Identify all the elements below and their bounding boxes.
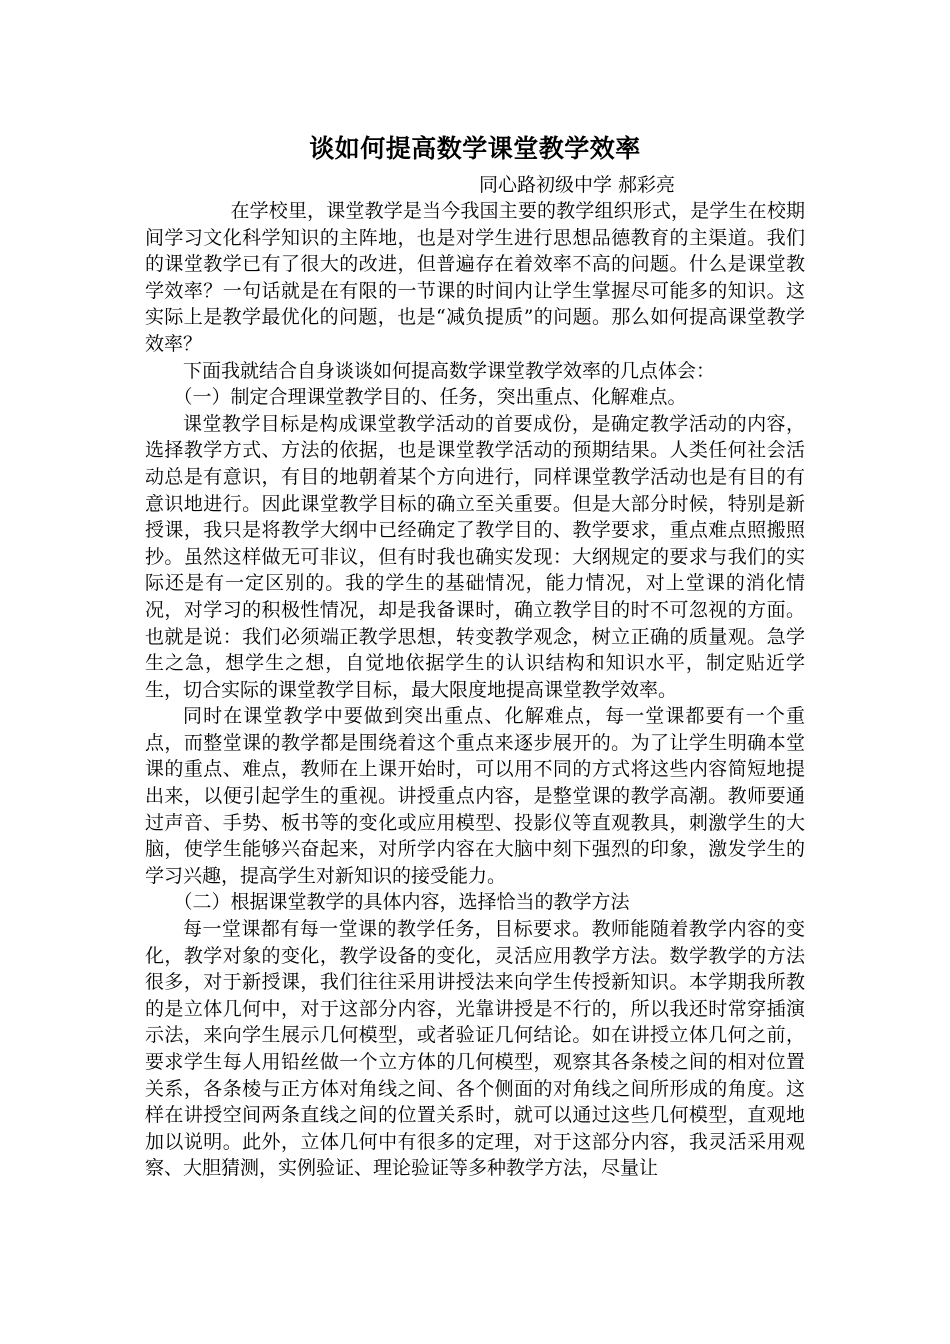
paragraph-lead-in: 下面我就结合自身谈谈如何提高数学课堂教学效率的几点体会： <box>183 359 716 382</box>
section-heading-2: （二）根据课堂教学的具体内容，选择恰当的教学方法 <box>173 891 630 914</box>
paragraph-objectives: 课堂教学目标是构成课堂教学活动的首要成份，是确定教学活动的内容，选择教学方式、方法的依据，也是课堂教学活动的预期结果。人类任何社会活动总是有意识，有目的地朝着某个方向进行，同样课堂教学活动也是有目的有意识地进行。因此课堂教学目标的确立至关重要。但是大部分时候，特别是新授课，我只是将教学大纲中已经确定了教学目的、教学要求，重点难点照搬照抄。虽然这样做无可非议，但有时我也确实发现：大纲规定的要求与我们的实际还是有一定区别的。我的学生的基础情况，能力情况，对上堂课的消化情况，对学习的积极性情况，却是我备课时，确立教学目的时不可忽视的方面。也就是说：我们必须端正教学思想，转变教学观念，树立正确的质量观。急学生之急，想学生之想，自觉地依据学生的认识结构和知识水平，制定贴近学生，切合实际的课堂教学目标，最大限度地提高课堂教学效率。 <box>145 412 805 701</box>
document-title: 谈如何提高数学课堂教学效率 <box>309 134 641 163</box>
paragraph-key-points: 同时在课堂教学中要做到突出重点、化解难点，每一堂课都要有一个重点，而整堂课的教学都是围绕着这个重点来逐步展开的。为了让学生明确本堂课的重点、难点，教师在上课开始时，可以用不同的方式将这些内容简短地提出来，以便引起学生的重视。讲授重点内容，是整堂课的教学高潮。教师要通过声音、手势、板书等的变化或应用模型、投影仪等直观教具，刺激学生的大脑，使学生能够兴奋起来，对所学内容在大脑中刻下强烈的印象，激发学生的学习兴趣，提高学生对新知识的接受能力。 <box>145 705 805 887</box>
paragraph-intro: 在学校里，课堂教学是当今我国主要的教学组织形式，是学生在校期间学习文化科学知识的主阵地，也是对学生进行思想品德教育的主渠道。我们的课堂教学已有了很大的改进，但普遍存在着效率不高的问题。什么是课堂教学效率？一句话就是在有限的一节课的时间内让学生掌握尽可能多的知识。这实际上是教学最优化的问题，也是“减负提质”的问题。那么如何提高课堂教学效率？ <box>145 200 805 355</box>
paragraph-methods: 每一堂课都有每一堂课的教学任务，目标要求。教师能随着教学内容的变化，教学对象的变化，教学设备的变化，灵活应用教学方法。数学教学的方法很多，对于新授课，我们往往采用讲授法来向学生传授新知识。本学期我所教的是立体几何中，对于这部分内容，光靠讲授是不行的，所以我还时常穿插演示法，来向学生展示几何模型，或者验证几何结论。如在讲授立体几何之前，要求学生每人用铅丝做一个立方体的几何模型，观察其各条棱之间的相对位置关系，各条棱与正方体对角线之间、各个侧面的对角线之间所形成的角度。这样在讲授空间两条直线之间的位置关系时，就可以通过这些几何模型，直观地加以说明。此外，立体几何中有很多的定理，对于这部分内容，我灵活采用观察、大胆猜测，实例验证、理论验证等多种教学方法，尽量让 <box>145 918 805 1180</box>
document-page <box>145 130 805 1182</box>
document-author: 同心路初级中学 郝彩亮 <box>478 174 675 196</box>
section-heading-1: （一）制定合理课堂教学目的、任务，突出重点、化解难点。 <box>173 386 687 409</box>
